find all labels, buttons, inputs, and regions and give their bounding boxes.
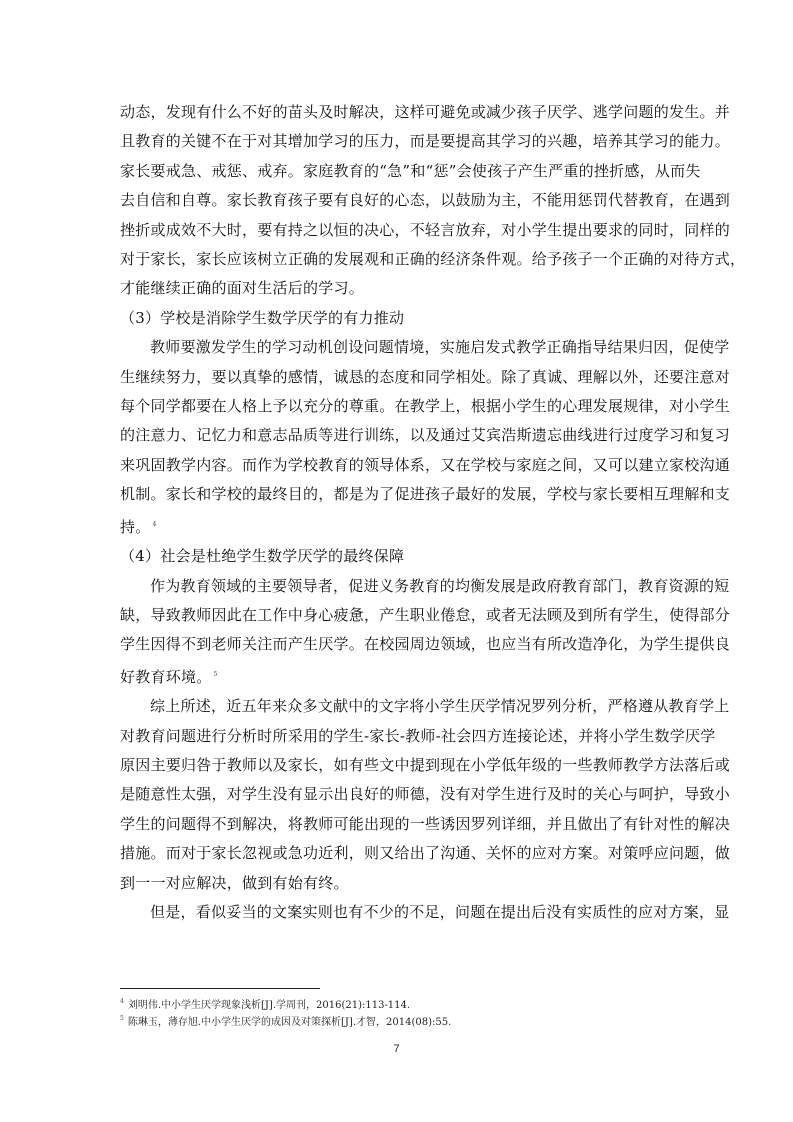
paragraph-text: 好教育环境。 (120, 667, 212, 686)
paragraph-line: 缺，导致教师因此在工作中身心疲惫，产生职业倦怠，或者无法顾及到所有学生，使得部分 (120, 605, 731, 624)
paragraph-line: 教师要激发学生的学习动机创设问题情境，实施启发式教学正确指导结果归因，促使学 (150, 338, 730, 357)
paragraph-line: 作为教育领域的主要领导者，促进义务教育的均衡发展是政府教育部门，教育资源的短 (150, 576, 730, 595)
paragraph-line (120, 660, 676, 692)
paragraph-line: 挫折或成效不大时，要有持之以恒的决心，不轻言放弃，对小学生提出要求的同时，同样的 (120, 220, 731, 239)
footnote-ref[interactable]: 5 (213, 670, 218, 678)
footnote-separator (120, 988, 320, 989)
paragraph-line: 且教育的关键不在于对其增加学习的压力，而是要提高其学习的兴趣，培养其学习的能力。 (120, 132, 731, 151)
paragraph-line: 的注意力、记忆力和意志品质等进行训练，以及通过艾宾浩斯遗忘曲线进行过度学习和复习 (120, 426, 731, 445)
footnote (120, 995, 410, 1013)
paragraph-line: 学生的问题得不到解决，将教师可能出现的一些诱因罗列详细，并且做出了有针对性的解决 (120, 814, 731, 833)
footnote (120, 1012, 451, 1030)
paragraph-line: 家长要戒急、戒惩、戒弃。家庭教育的“急”和“惩”会使孩子产生严重的挫折感，从而失 (120, 161, 701, 180)
paragraph-line: 原因主要归咎于教师以及家长，如有些文中提到现在小学低年级的一些教师教学方法落后或 (120, 755, 731, 774)
paragraph-line: 是随意性太强，对学生没有显示出良好的师德，没有对学生进行及时的关心与呵护，导致小 (120, 785, 731, 804)
footnote-text: 刘明伟.中小学生厌学现象浅析[J].学周刊，2016(21):113-114. (127, 1000, 411, 1011)
paragraph-line: 学生因得不到老师关注而产生厌学。在校园周边领域，也应当有所改造净化，为学生提供良 (120, 635, 731, 654)
body-text (120, 98, 746, 927)
paragraph-line: 每个同学都要在人格上予以充分的尊重。在教学上，根据小学生的心理发展规律，对小学生 (120, 397, 731, 416)
paragraph-text: 持。 (120, 517, 151, 536)
paragraph-line: 到一一对应解决，做到有始有终。 (120, 873, 349, 892)
paragraph-line: 去自信和自尊。家长教育孩子要有良好的心态，以鼓励为主，不能用惩罚代替教育，在遇到 (120, 191, 731, 210)
paragraph-line: 才能继续正确的面对生活后的学习。 (120, 279, 365, 298)
page-number: 7 (393, 1043, 400, 1055)
paragraph-line: 综上所述，近五年来众多文献中的文字将小学生厌学情况罗列分析，严格遵从教育学上 (150, 697, 730, 716)
paragraph-line: 机制。家长和学校的最终目的，都是为了促进孩子最好的发展，学校与家长要相互理解和支 (120, 485, 731, 504)
paragraph-line (120, 510, 676, 542)
section-heading: （3）学校是消除学生数学厌学的有力推动 (120, 308, 405, 327)
footnote-text: 陈琳玉，薄存旭.中小学生厌学的成因及对策探析[J].才智，2014(08):55. (127, 1017, 452, 1028)
footnote-mark: 5 (120, 1015, 124, 1022)
paragraph-line: 对于家长，家长应该树立正确的发展观和正确的经济条件观。给予孩子一个正确的对待方式， (120, 250, 746, 269)
paragraph-line: 动态，发现有什么不好的苗头及时解决，这样可避免或减少孩子厌学、逃学问题的发生。并 (120, 103, 731, 121)
footnote-mark: 4 (120, 998, 124, 1005)
paragraph-line: 对教育问题进行分析时所采用的学生-家长-教师-社会四方连接论述，并将小学生数学厌学 (120, 726, 716, 745)
paragraph-line: 措施。而对于家长忽视或急功近利，则又给出了沟通、关怀的应对方案。对策呼应问题，做 (120, 844, 731, 863)
paragraph-line: 但是，看似妥当的文案实则也有不少的不足，问题在提出后没有实质性的应对方案，显 (150, 902, 730, 921)
paragraph-line: 来巩固教学内容。而作为学校教育的领导体系，又在学校与家庭之间，又可以建立家校沟通 (120, 455, 731, 474)
footnote-ref[interactable]: 4 (152, 520, 157, 528)
paragraph-line: 生继续努力，要以真挚的感情，诚恳的态度和同学相处。除了真诚、理解以外，还要注意对 (120, 367, 731, 386)
section-heading: （4）社会是杜绝学生数学厌学的最终保障 (120, 547, 405, 566)
